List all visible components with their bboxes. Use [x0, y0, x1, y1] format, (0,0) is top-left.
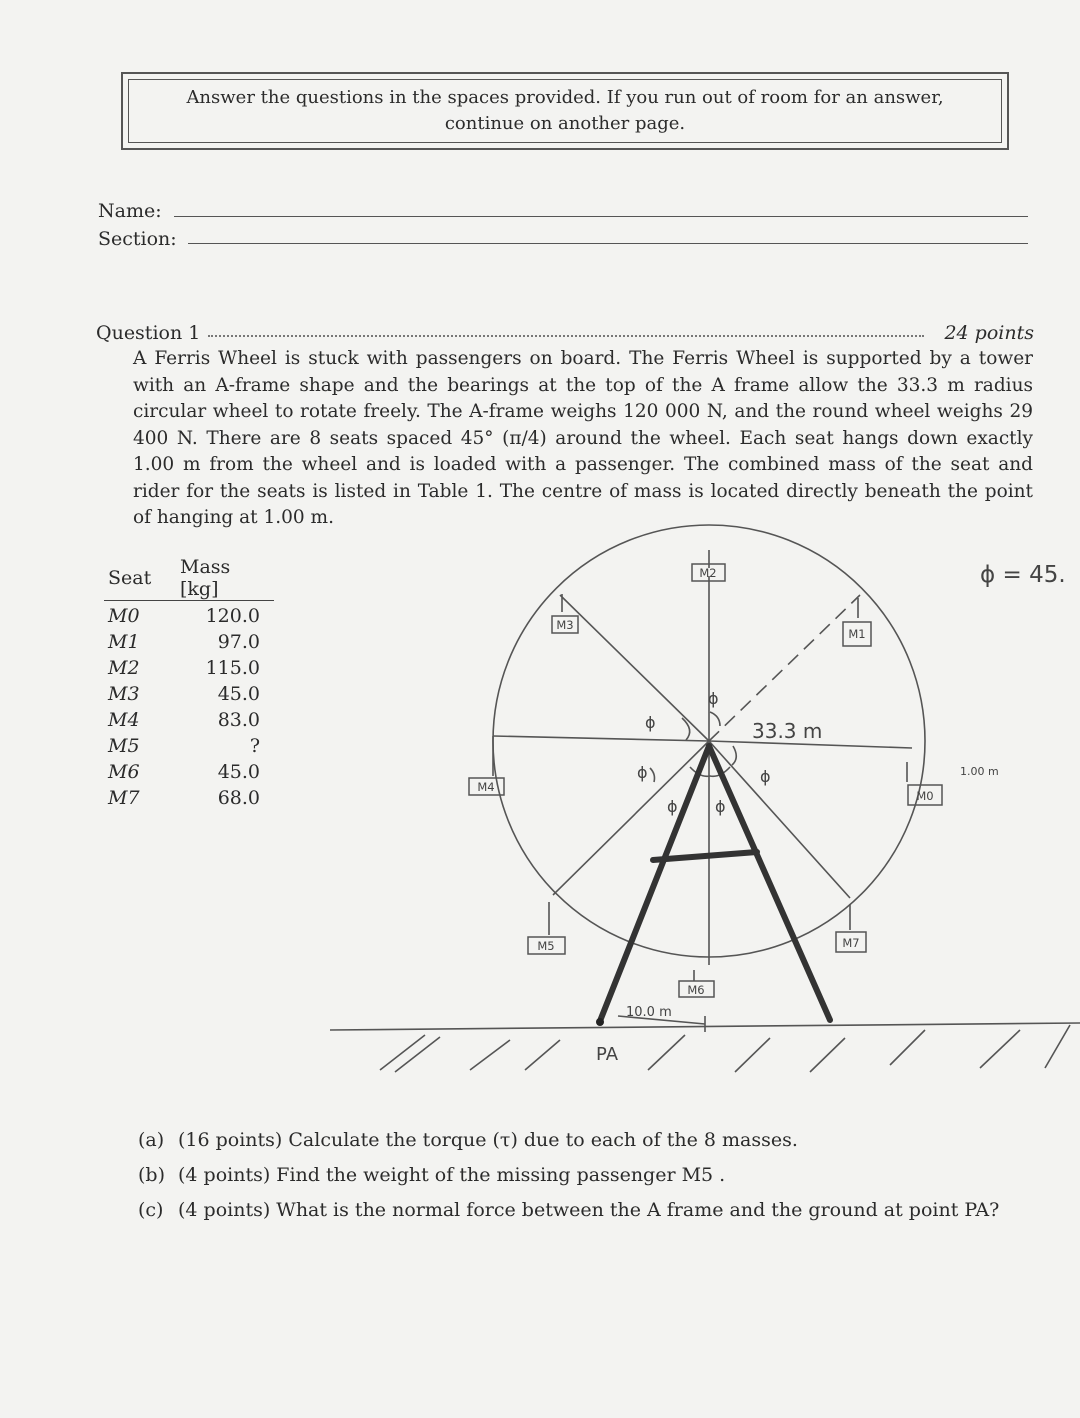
seat-label: M7: [842, 936, 860, 950]
seat-label: M5: [537, 939, 555, 953]
point-pa-label: PA: [596, 1044, 619, 1065]
table-row: [104, 733, 274, 759]
table-header-seat: Seat: [104, 556, 176, 601]
seat-cell: M4: [108, 709, 140, 731]
mass-cell: 97.0: [217, 631, 260, 653]
question-title: Question 1: [96, 322, 201, 344]
part-a: (a) (16 points) Calculate the torque (τ) due to each of the 8 masses.: [138, 1129, 798, 1151]
spoke: [493, 736, 709, 741]
angle-note: ϕ = 45.: [980, 562, 1066, 588]
part-c: (c) (4 points) What is the normal force between the A frame and the ground at point PA?: [138, 1199, 1000, 1221]
seat-cell: M5: [108, 735, 140, 757]
phi-symbol: ϕ: [667, 797, 678, 816]
phi-symbol: ϕ: [715, 797, 726, 816]
table-row: [104, 601, 274, 630]
hang-label: 1.00 m: [960, 765, 999, 778]
seat-label: M2: [699, 566, 717, 580]
seat-label: M4: [477, 780, 495, 794]
a-frame: [600, 746, 830, 1021]
mass-cell: 115.0: [205, 657, 260, 679]
instructions-line-2: continue on another page.: [444, 113, 686, 134]
mass-cell: 68.0: [217, 787, 260, 809]
name-label: Name:: [98, 200, 162, 222]
name-field[interactable]: [174, 216, 1028, 217]
phi-symbol: ϕ: [645, 713, 656, 732]
instructions-line-1: Answer the questions in the spaces provided. If you run out of room for an answer,: [186, 87, 944, 108]
mass-cell: 120.0: [205, 605, 260, 627]
seat-cell: M6: [108, 761, 140, 783]
question-body: A Ferris Wheel is stuck with passengers on board. The Ferris Wheel is supported by a tower with an A-frame shape and the bearings at the top of the A frame allow the 33.3 m radius circular wheel to rotate freely. The A-frame weighs 120 000 N, and the round wheel weighs 29 400 N. There are 8 seats spaced 45° (π/4) around the wheel. Each seat hangs down exactly 1.00 m from the wheel and is loaded with a passenger. The combined mass of the seat and rider for the seats is listed in Table 1. The centre of mass is located directly beneath the point of hanging at 1.00 m.: [133, 348, 1033, 528]
seat-label: M0: [916, 789, 934, 803]
seat-cell: M0: [108, 605, 140, 627]
table-row: [104, 759, 274, 785]
table-header-mass: Mass [kg]: [176, 556, 274, 601]
phi-symbol: ϕ: [760, 767, 771, 786]
seat-label: M6: [687, 983, 705, 997]
mass-cell: 83.0: [217, 709, 260, 731]
mass-table: [104, 556, 274, 811]
leader-dots: [208, 335, 924, 337]
mass-cell: ?: [249, 735, 260, 757]
spoke: [709, 741, 850, 898]
table-row: [104, 707, 274, 733]
table-row: [104, 655, 274, 681]
point-pa-marker: [596, 1018, 604, 1026]
table-row: [104, 785, 274, 811]
question-parts: [138, 1123, 999, 1228]
seat-cell: M3: [108, 683, 140, 705]
seat-label: M3: [556, 618, 574, 632]
seat-cell: M2: [108, 657, 140, 679]
seat-label: M1: [848, 627, 866, 641]
radius-label: 33.3 m: [752, 719, 823, 743]
spoke: [553, 741, 709, 895]
seat-cell: M1: [108, 631, 140, 653]
instructions-box: [121, 72, 1009, 150]
part-b: (b) (4 points) Find the weight of the missing passenger M5 .: [138, 1164, 726, 1186]
section-field[interactable]: [188, 243, 1028, 244]
phi-symbol: ϕ: [637, 763, 648, 782]
table-row: [104, 681, 274, 707]
ferris-wheel-diagram: [300, 520, 1080, 1080]
mass-cell: 45.0: [217, 761, 260, 783]
spoke: [560, 595, 709, 741]
table-row: [104, 629, 274, 655]
question-points: 24 points: [944, 322, 1034, 344]
base-label: 10.0 m: [626, 1005, 672, 1020]
phi-symbol: ϕ: [708, 689, 719, 708]
mass-cell: 45.0: [217, 683, 260, 705]
section-label: Section:: [98, 228, 177, 250]
seat-cell: M7: [108, 787, 140, 809]
